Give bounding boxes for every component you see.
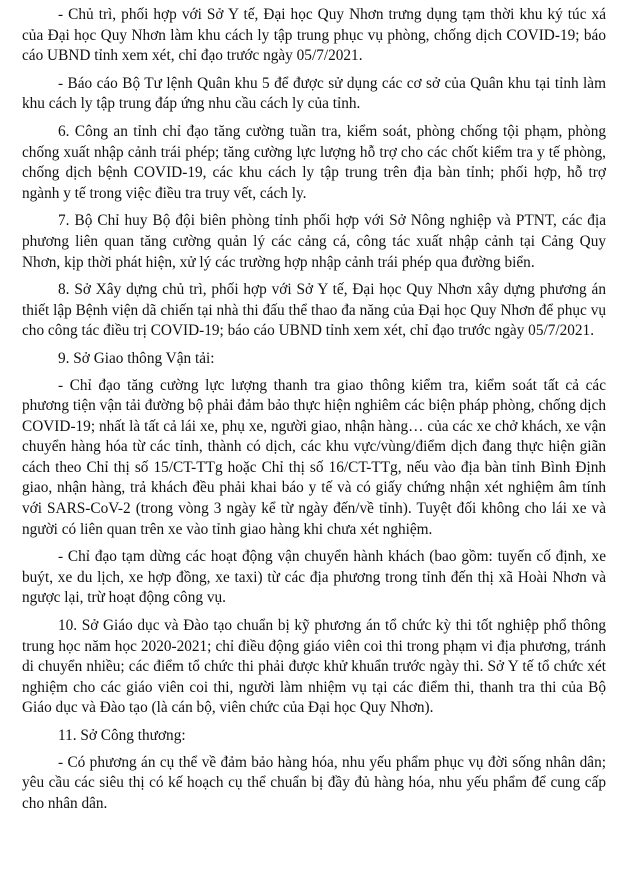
paragraph-item-8-construction: 8. Sở Xây dựng chủ trì, phối hợp với Sở Y tế, Đại học Quy Nhơn xây dựng phương án thiết lập Bệnh viện dã chiến tại nhà thi đấu thể thao đa năng của Đại học Quy Nhơn để phục vụ cho công tác điều trị COVID-19; báo cáo UBND tỉnh xem xét, chỉ đạo trước ngày 05/7/2021. bbox=[22, 281, 606, 340]
paragraph-goods-supply: - Có phương án cụ thể về đảm bảo hàng hóa, nhu yếu phẩm phục vụ đời sống nhân dân; yêu cầu các siêu thị có kế hoạch cụ thể chuẩn bị đầy đủ hàng hóa, nhu yếu phẩm để cung cấp cho nhân dân. bbox=[22, 753, 606, 812]
paragraph-item-7-border-guard: 7. Bộ Chỉ huy Bộ đội biên phòng tỉnh phối hợp với Sở Nông nghiệp và PTNT, các địa phương liên quan tăng cường quản lý các cảng cá, công tác xuất nhập cảnh tại Cảng Quy Nhơn, kịp thời phát hiện, xử lý các trường hợp nhập cảnh trái phép qua đường biển. bbox=[22, 212, 606, 271]
paragraph-item-6-police: 6. Công an tỉnh chỉ đạo tăng cường tuần tra, kiểm soát, phòng chống tội phạm, phòng chống xuất nhập cảnh trái phép; tăng cường lực lượng hỗ trợ cho các chốt kiểm tra y tế phòng, chống dịch bệnh COVID-19, các khu cách ly tập trung trên địa bàn tỉnh; phối hợp, hỗ trợ ngành y tế trong việc điều tra truy vết, cách ly. bbox=[22, 122, 606, 202]
paragraph-transport-suspension: - Chỉ đạo tạm dừng các hoạt động vận chuyển hành khách (bao gồm: tuyến cố định, xe buýt, xe du lịch, xe hợp đồng, xe taxi) từ các địa phương trong tỉnh đến thị xã Hoài Nhơn và ngược lại, trừ hoạt động công vụ. bbox=[22, 548, 606, 607]
heading-item-11-industry-trade: 11. Sở Công thương: bbox=[58, 727, 186, 744]
paragraph-dormitory-quarantine: - Chủ trì, phối hợp với Sở Y tế, Đại học Quy Nhơn trưng dụng tạm thời khu ký túc xá của Đại học Quy Nhơn làm khu cách ly tập trung phục vụ phòng, chống dịch COVID-19; báo cáo UBND tỉnh xem xét, chỉ đạo trước ngày 05/7/2021. bbox=[22, 6, 606, 65]
paragraph-transport-inspection: - Chỉ đạo tăng cường lực lượng thanh tra giao thông kiểm tra, kiểm soát tất cả các phương tiện vận tải đường bộ phải đảm bảo thực hiện nghiêm các biện pháp phòng, chống dịch COVID-19; nhất là tất cả lái xe, phụ xe, người giao, nhận hàng… của các xe chở khách, xe vận chuyển hàng hóa từ các tỉnh, thành có dịch, các khu vực/vùng/điểm dịch đang thực hiện giãn cách theo Chỉ thị số 15/CT-TTg hoặc Chỉ thị số 16/CT-TTg, nếu vào địa bàn tỉnh Bình Định giao, nhận hàng, trả khách đều phải khai báo y tế và có giấy chứng nhận xét nghiệm âm tính với SARS-CoV-2 (trong vòng 3 ngày kể từ ngày đến/về tỉnh). Tuyệt đối không cho lái xe và người có liên quan trên xe vào tỉnh giao hàng khi chưa xét nghiệm. bbox=[22, 376, 606, 538]
heading-item-9-transport: 9. Sở Giao thông Vận tải: bbox=[58, 349, 215, 367]
paragraph-item-10-education: 10. Sở Giáo dục và Đào tạo chuẩn bị kỹ phương án tổ chức kỳ thi tốt nghiệp phổ thông trung học năm học 2020-2021; chỉ điều động giáo viên coi thi trong phạm vi địa phương, tránh di chuyển nhiều; các điểm tổ chức thi phải được khử khuẩn trước ngày thi. Sở Y tế tổ chức xét nghiệm cho các giáo viên coi thi, người làm nhiệm vụ tại các điểm thi, thanh tra thi của Bộ Giáo dục và Đào tạo (là cán bộ, viên chức của Đại học Quy Nhơn). bbox=[22, 617, 606, 717]
paragraph-military-zone-report: - Báo cáo Bộ Tư lệnh Quân khu 5 để được sử dụng các cơ sở của Quân khu tại tỉnh làm khu cách ly tập trung đáp ứng nhu cầu cách ly của tỉnh. bbox=[22, 74, 606, 113]
